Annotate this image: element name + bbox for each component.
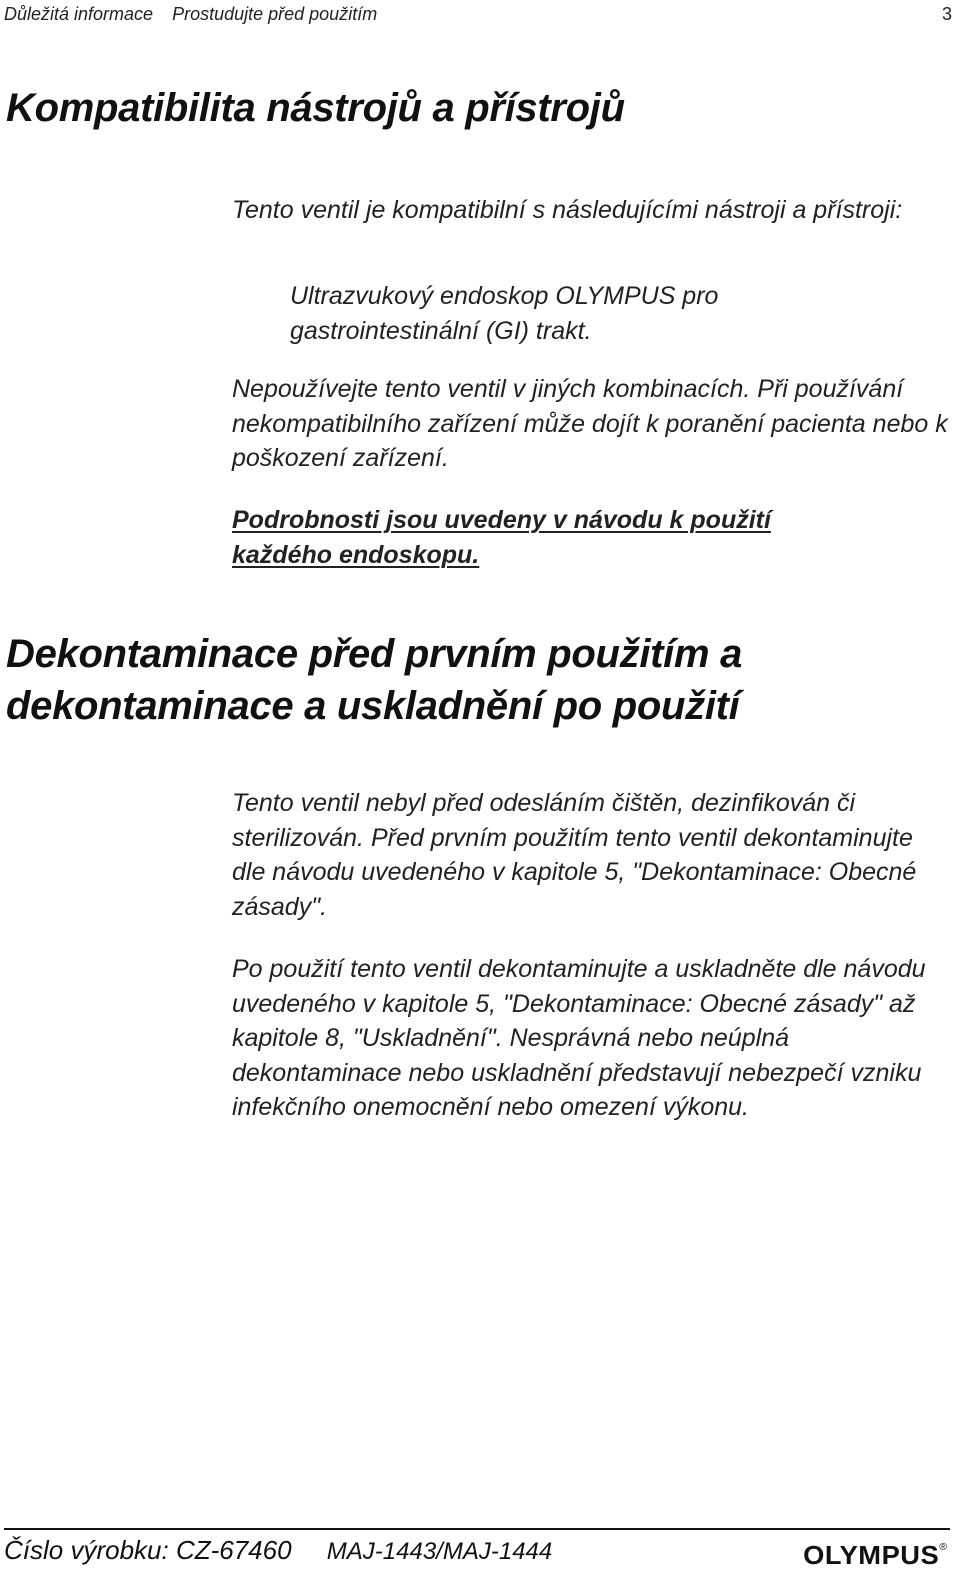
compatible-item: Ultrazvukový endoskop OLYMPUS pro gastrointestinální (GI) trakt. (290, 282, 719, 345)
model-number: MAJ-1443/MAJ-1444 (326, 1538, 553, 1565)
endoscope-manual-reference[interactable]: Podrobnosti jsou uvedeny v návodu k použití každého endoskopu. (232, 506, 771, 569)
header-section: Důležitá informace (4, 4, 154, 24)
footer-divider (4, 1528, 950, 1530)
page-number: 3 (941, 4, 952, 24)
header-subsection: Prostudujte před použitím (172, 4, 378, 24)
section-title-decontamination: Dekontaminace před prvním použitím a dekontaminace a uskladnění po použití (6, 632, 743, 728)
decontamination-paragraph-2: Po použití tento ventil dekontaminujte a uskladněte dle návodu uvedeného v kapitole 5, "Dekontaminace: Obecné zásady" až kapitole 8, "Uskladnění". Nesprávná nebo neúplná dekontaminace nebo uskladnění představují nebezpečí vzniku infekčního onemocnění nebo omezení výkonu. (232, 955, 926, 1121)
compatibility-intro: Tento ventil je kompatibilní s následujícími nástroji a přístroji: (232, 196, 903, 224)
compatibility-warning: Nepoužívejte tento ventil v jiných kombinacích. Při používání nekompatibilního zařízení může dojít k poranění pacienta nebo k poškození zařízení. (232, 375, 948, 472)
product-number: Číslo výrobku: CZ-67460 (4, 1535, 292, 1565)
logo-text: OLYMPUS (803, 1540, 940, 1570)
olympus-logo (804, 1540, 948, 1571)
page-footer (4, 1535, 552, 1566)
page-header (4, 4, 952, 26)
decontamination-paragraph-1: Tento ventil nebyl před odesláním čištěn, dezinfikován či sterilizován. Před prvním použitím tento ventil dekontaminujte dle návodu uvedeného v kapitole 5, "Dekontaminace: Obecné zásady". (232, 789, 917, 921)
section-title-compatibility: Kompatibilita nástrojů a přístrojů (6, 86, 625, 130)
registered-mark: ® (939, 1542, 948, 1553)
